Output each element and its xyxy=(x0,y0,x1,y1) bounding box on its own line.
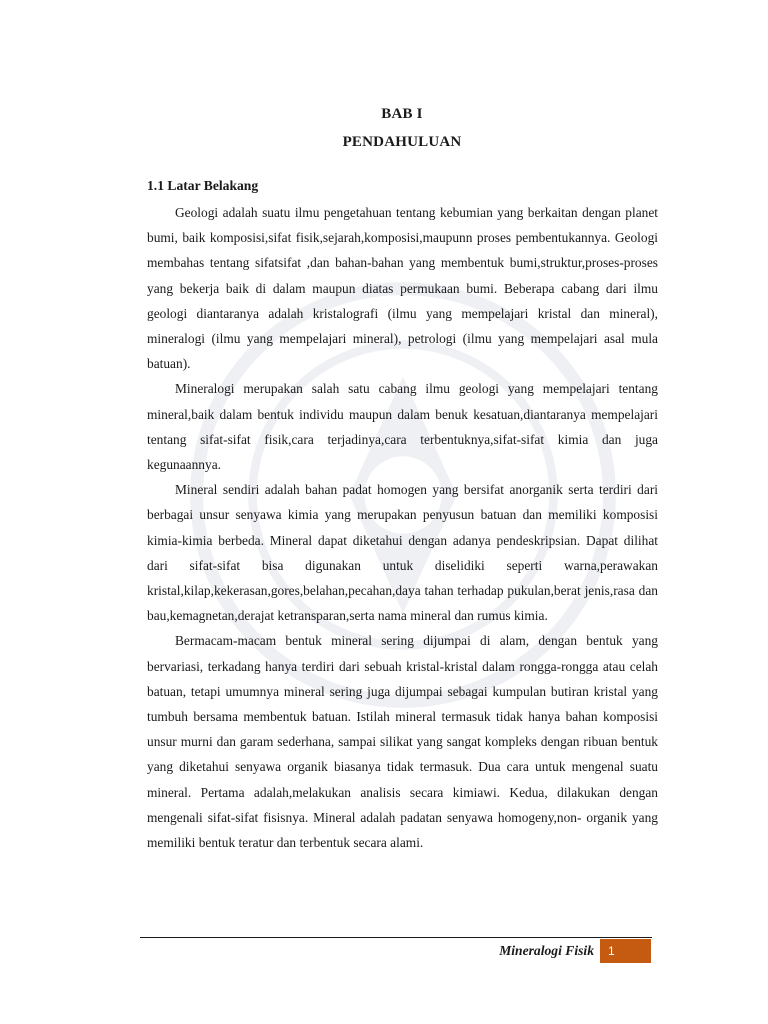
footer-divider xyxy=(140,937,652,938)
section-heading: 1.1 Latar Belakang xyxy=(147,178,259,193)
paragraph: Mineral sendiri adalah bahan padat homogen yang bersifat anorganik serta terdiri dari berbagai unsur senyawa kimia yang merupakan penyusun batuan dan memiliki komposisi kimia-kimia berbeda. Mineral dapat diketahui dengan adanya pendeskripsian. Dapat dilihat dari sifat-sifat bisa digunakan untuk diselidiki seperti warna,perawakan kristal,kilap,kekerasan,gores,belahan,pecahan,daya tahan terhadap pukulan,berat jenis,rasa dan bau,kemagnetan,derajat ketransparan,serta nama mineral dan rumus kimia. xyxy=(147,482,658,624)
paragraph: Mineralogi merupakan salah satu cabang ilmu geologi yang mempelajari tentang mineral,baik dalam bentuk individu maupun dalam benuk kesatuan,diantaranya mempelajari tentang sifat-sifat fisik,cara terjadinya,cara terbentuknya,sifat-sifat kimia dan juga kegunaannya. xyxy=(147,381,658,473)
chapter-number: BAB I xyxy=(381,106,423,122)
footer-course-title: Mineralogi Fisik xyxy=(499,943,594,958)
chapter-title: PENDAHULUAN xyxy=(342,134,462,150)
paragraph: Geologi adalah suatu ilmu pengetahuan tentang kebumian yang berkaitan dengan planet bumi, baik komposisi,sifat fisik,sejarah,komposisi,maupunn proses pembentukannya. Geologi membahas tentang sifatsifat ,dan bahan-bahan yang membentuk bumi,struktur,proses-proses yang bekerja baik di dalam maupun diatas permukaan bumi. Beberapa cabang dari ilmu geologi diantaranya adalah kristalografi (ilmu yang mempelajari kristal dan mineral), mineralogi (ilmu yang mempelajari mineral), petrologi (ilmu yang mempelajari asal mula batuan). xyxy=(147,205,658,372)
body-text xyxy=(147,200,658,855)
paragraph: Bermacam-macam bentuk mineral sering dijumpai di alam, dengan bentuk yang bervariasi, terkadang hanya terdiri dari sebuah kristal-kristal dalam rongga-rongga atau celah batuan, tetapi umumnya mineral sering juga dijumpai sebagai kumpulan butiran kristal yang tumbuh bersama membentuk batuan. Istilah mineral termasuk tidak hanya bahan komposisi unsur murni dan garam sederhana, sampai silikat yang sangat kompleks dengan ribuan bentuk yang diketahui senyawa organik biasanya tidak termasuk. Dua cara untuk mengenal suatu mineral. Pertama adalah,melakukan analisis secara kimiawi. Kedua, dilakukan dengan mengenali sifat-sifat fisisnya. Mineral adalah padatan senyawa homogeny,non- organik yang memiliki bentuk teratur dan terbentuk secara alami. xyxy=(147,633,658,851)
page-number: 1 xyxy=(600,939,651,963)
